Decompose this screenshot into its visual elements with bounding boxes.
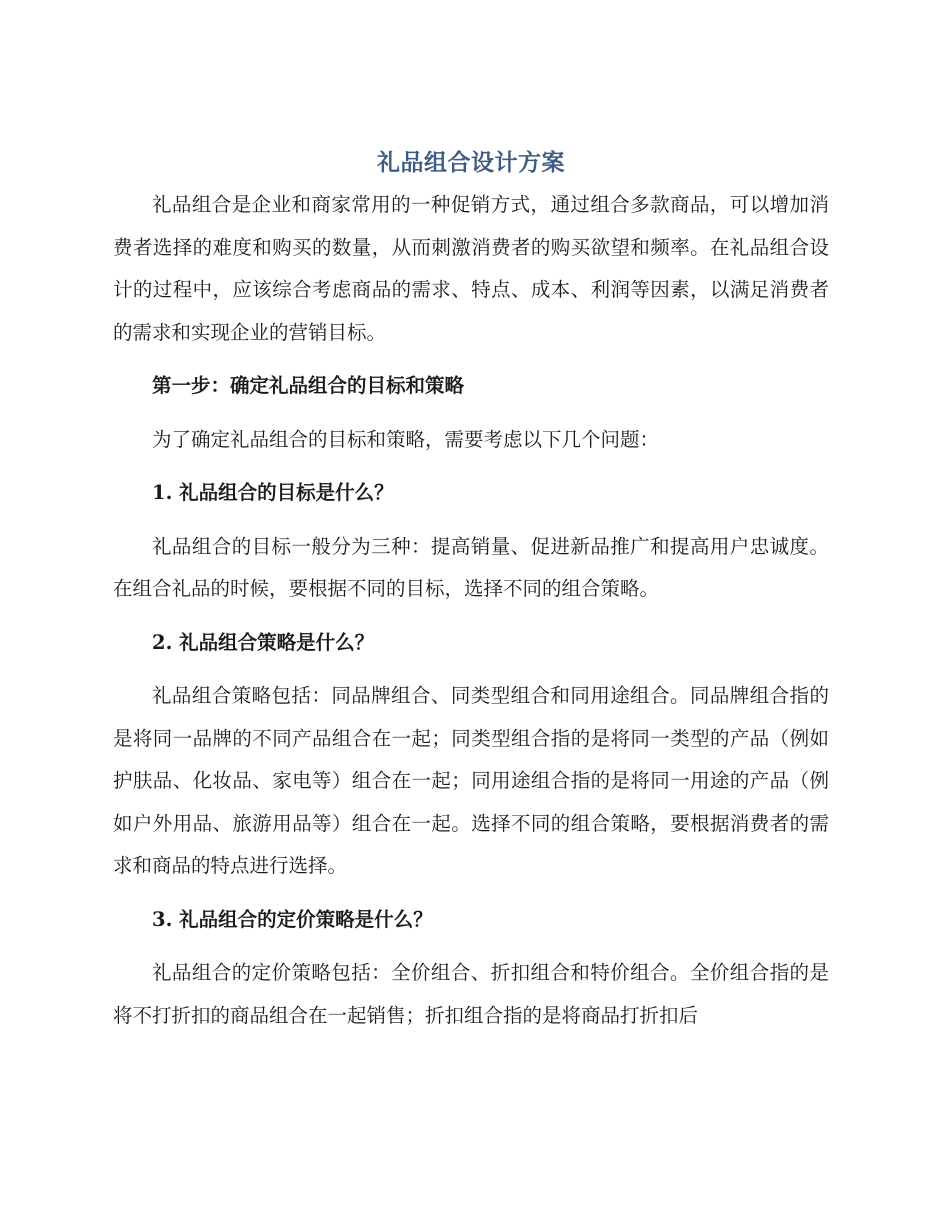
intro-paragraph: 礼品组合是企业和商家常用的一种促销方式，通过组合多款商品，可以增加消费者选择的难度和购买的数量，从而刺激消费者的购买欲望和频率。在礼品组合设计的过程中，应该综合考虑商品的需求、特点、成本、利润等因素，以满足消费者的需求和实现企业的营销目标。 — [113, 193, 829, 344]
document-page — [113, 142, 829, 1037]
question1-paragraph: 礼品组合的目标一般分为三种：提高销量、促进新品推广和提高用户忠诚度。在组合礼品的时候，要根据不同的目标，选择不同的组合策略。 — [113, 534, 829, 600]
step1-heading: 第一步：确定礼品组合的目标和策略 — [152, 374, 465, 397]
question1-heading: 1. 礼品组合的目标是什么？ — [152, 481, 394, 504]
document-title: 礼品组合设计方案 — [377, 150, 565, 176]
step1-intro-paragraph: 为了确定礼品组合的目标和策略，需要考虑以下几个问题： — [152, 427, 660, 451]
question2-paragraph: 礼品组合策略包括：同品牌组合、同类型组合和同用途组合。同品牌组合指的是将同一品牌的不同产品组合在一起；同类型组合指的是将同一类型的产品（例如护肤品、化妆品、家电等）组合在一起；同用途组合指的是将同一用途的产品（例如户外用品、旅游用品等）组合在一起。选择不同的组合策略，要根据消费者的需求和商品的特点进行选择。 — [113, 684, 829, 877]
question3-heading: 3. 礼品组合的定价策略是什么？ — [152, 907, 433, 931]
question2-heading: 2. 礼品组合策略是什么？ — [152, 630, 375, 654]
question3-paragraph: 礼品组合的定价策略包括：全价组合、折扣组合和特价组合。全价组合指的是将不打折扣的商品组合在一起销售；折扣组合指的是将商品打折扣后 — [113, 961, 829, 1027]
